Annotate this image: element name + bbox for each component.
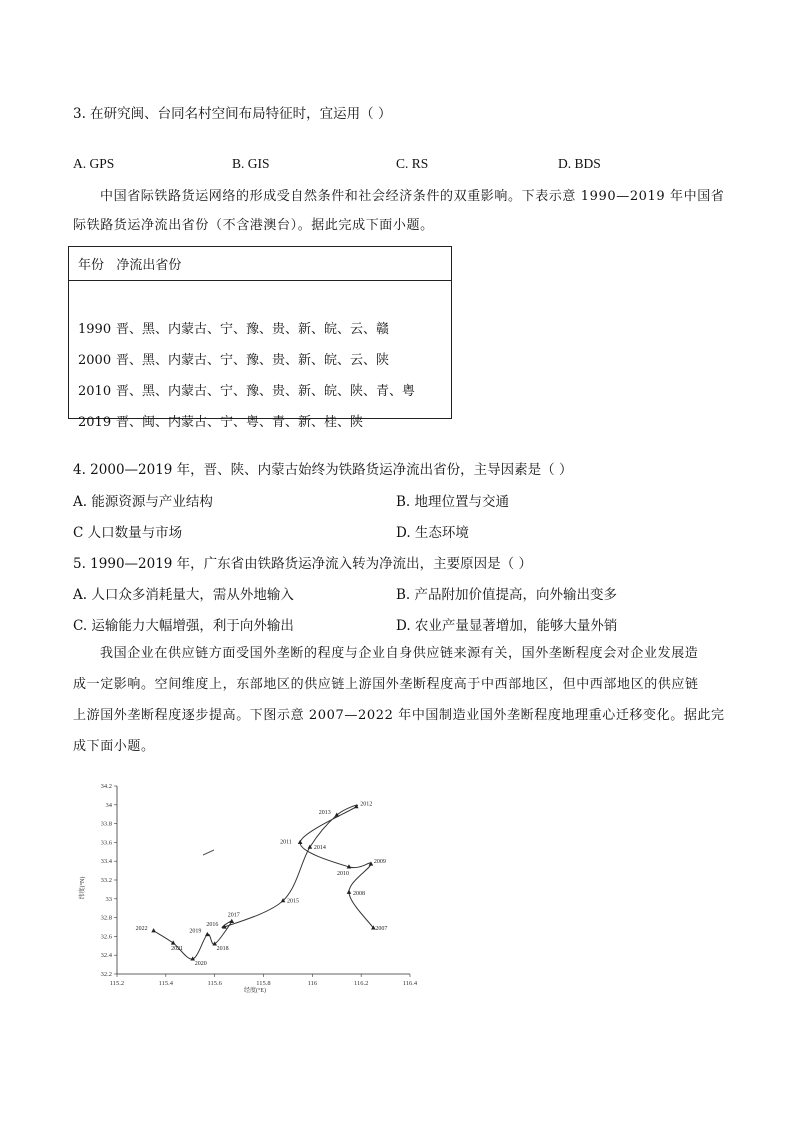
- centroid-migration-chart: [70, 770, 430, 995]
- table-header: 年份 净流出省份: [68, 246, 452, 281]
- data-point-label: 2011: [280, 839, 292, 846]
- q3-option-b: B. GIS: [232, 156, 270, 171]
- x-tick-label: 115.6: [207, 980, 222, 987]
- table-row: [68, 343, 452, 374]
- data-point-label: 2013: [318, 810, 331, 817]
- table-row-year: 1990: [78, 322, 112, 337]
- q5-option-b: B. 产品附加价值提高，向外输出变多: [396, 587, 618, 603]
- data-point-marker: [229, 919, 234, 923]
- data-point-marker: [171, 940, 176, 944]
- y-tick-label: 32.4: [100, 952, 112, 960]
- table-row-provinces: 晋、黑、内蒙古、宁、豫、贵、新、皖、陕、青、粤: [116, 384, 416, 399]
- data-point-label: 2009: [373, 859, 386, 866]
- y-tick-label: 33.6: [100, 839, 112, 847]
- table-row: [68, 312, 452, 343]
- table-row-year: 2000: [78, 353, 112, 368]
- q3-option-d: D. BDS: [558, 156, 601, 171]
- q3-option-c: C. RS: [396, 156, 429, 171]
- data-point-label: 2015: [287, 898, 300, 905]
- x-tick-label: 115.2: [109, 980, 125, 987]
- table-row: [68, 405, 452, 436]
- centroid-trajectory-line: [154, 805, 374, 959]
- data-point-label: 2014: [313, 845, 326, 852]
- x-tick-label: 116.4: [402, 980, 418, 987]
- q4-option-b: B. 地理位置与交通: [396, 494, 510, 510]
- intro2-line3: 上游国外垄断程度逐步提高。下图示意 2007—2022 年中国制造业国外垄断程度地理重心迁移变化。据此完: [73, 708, 725, 723]
- y-tick-label: 34: [105, 801, 112, 809]
- provinces-table: [68, 246, 452, 436]
- q5-option-c: C. 运输能力大幅增强，利于向外输出: [73, 618, 294, 634]
- y-tick-label: 33.8: [100, 820, 112, 828]
- y-tick-label: 34.2: [100, 783, 112, 790]
- q3-stem: 3. 在研究闽、台同名村空间布局特征时，宜运用（ ）: [73, 106, 392, 122]
- data-point-label: 2022: [135, 925, 148, 932]
- q4-stem: 4. 2000—2019 年，晋、陕、内蒙古始终为铁路货运净流出省份，主导因素是（ ）: [73, 462, 573, 478]
- data-point-label: 2016: [206, 922, 219, 928]
- y-axis-label: 纬度(°N): [80, 876, 86, 900]
- table-row: [68, 374, 452, 405]
- data-point-label: 2020: [194, 960, 207, 967]
- data-point-label: 2007: [375, 925, 388, 932]
- intro1-line1: 中国省际铁路货运网络的形成受自然条件和社会经济条件的双重影响。下表示意 1990—2019 年中国省: [100, 189, 725, 204]
- y-tick-label: 33.2: [100, 877, 112, 884]
- data-point-label: 2019: [189, 928, 202, 935]
- q4-option-d: D. 生态环境: [396, 525, 469, 541]
- data-point-marker: [354, 804, 359, 808]
- intro2-line1: 我国企业在供应链方面受国外垄断的程度与企业自身供应链来源有关，国外垄断程度会对企业发展造: [100, 646, 699, 661]
- q3-option-a: A. GPS: [73, 156, 115, 171]
- data-point-label: 2008: [352, 891, 365, 898]
- data-point-label: 2021: [171, 945, 184, 952]
- x-tick-label: 116: [307, 980, 318, 987]
- data-point-marker: [151, 928, 156, 932]
- table-row-provinces: 晋、黑、内蒙古、宁、豫、贵、新、皖、云、赣: [116, 322, 390, 337]
- y-tick-label: 32.8: [100, 914, 112, 922]
- data-point-label: 2012: [360, 801, 373, 808]
- table-row-provinces: 晋、黑、内蒙古、宁、豫、贵、新、皖、云、陕: [116, 353, 390, 368]
- x-tick-label: 115.8: [256, 980, 271, 987]
- data-point-label: 2017: [227, 912, 240, 919]
- intro2-line2: 成一定影响。空间维度上，东部地区的供应链上游国外垄断程度高于中西部地区，但中西部地区的供应链: [73, 677, 699, 692]
- intro1-line2: 际铁路货运净流出省份（不含港澳台）。据此完成下面小题。: [73, 218, 434, 233]
- q5-option-d: D. 农业产量显著增加，能够大量外销: [396, 618, 618, 634]
- x-axis-label: 经度(°E): [243, 988, 267, 994]
- table-row-year: 2010: [78, 384, 112, 399]
- x-tick-label: 115.4: [158, 980, 174, 987]
- y-tick-label: 33.4: [100, 858, 112, 866]
- data-point-label: 2010: [336, 870, 349, 877]
- table-row-provinces: 晋、闽、内蒙古、宁、粤、青、新、桂、陕: [116, 415, 364, 430]
- y-tick-label: 32.6: [100, 933, 112, 941]
- data-point-marker: [298, 840, 303, 844]
- y-tick-label: 33: [105, 895, 112, 903]
- data-point-marker: [334, 813, 339, 817]
- y-tick-label: 32.2: [100, 971, 112, 978]
- q4-option-c: C 人口数量与市场: [73, 525, 183, 541]
- data-point-marker: [347, 890, 352, 894]
- data-point-label: 2018: [216, 945, 229, 952]
- table-row-year: 2019: [78, 415, 112, 430]
- stray-mark: [203, 850, 214, 855]
- q5-option-a: A. 人口众多消耗量大，需从外地输入: [73, 587, 294, 603]
- x-tick-label: 116.2: [353, 980, 369, 987]
- intro2-line4: 成下面小题。: [73, 739, 155, 754]
- q5-stem: 5. 1990—2019 年，广东省由铁路货运净流入转为净流出，主要原因是（ ）: [73, 556, 532, 572]
- q4-option-a: A. 能源资源与产业结构: [73, 494, 213, 510]
